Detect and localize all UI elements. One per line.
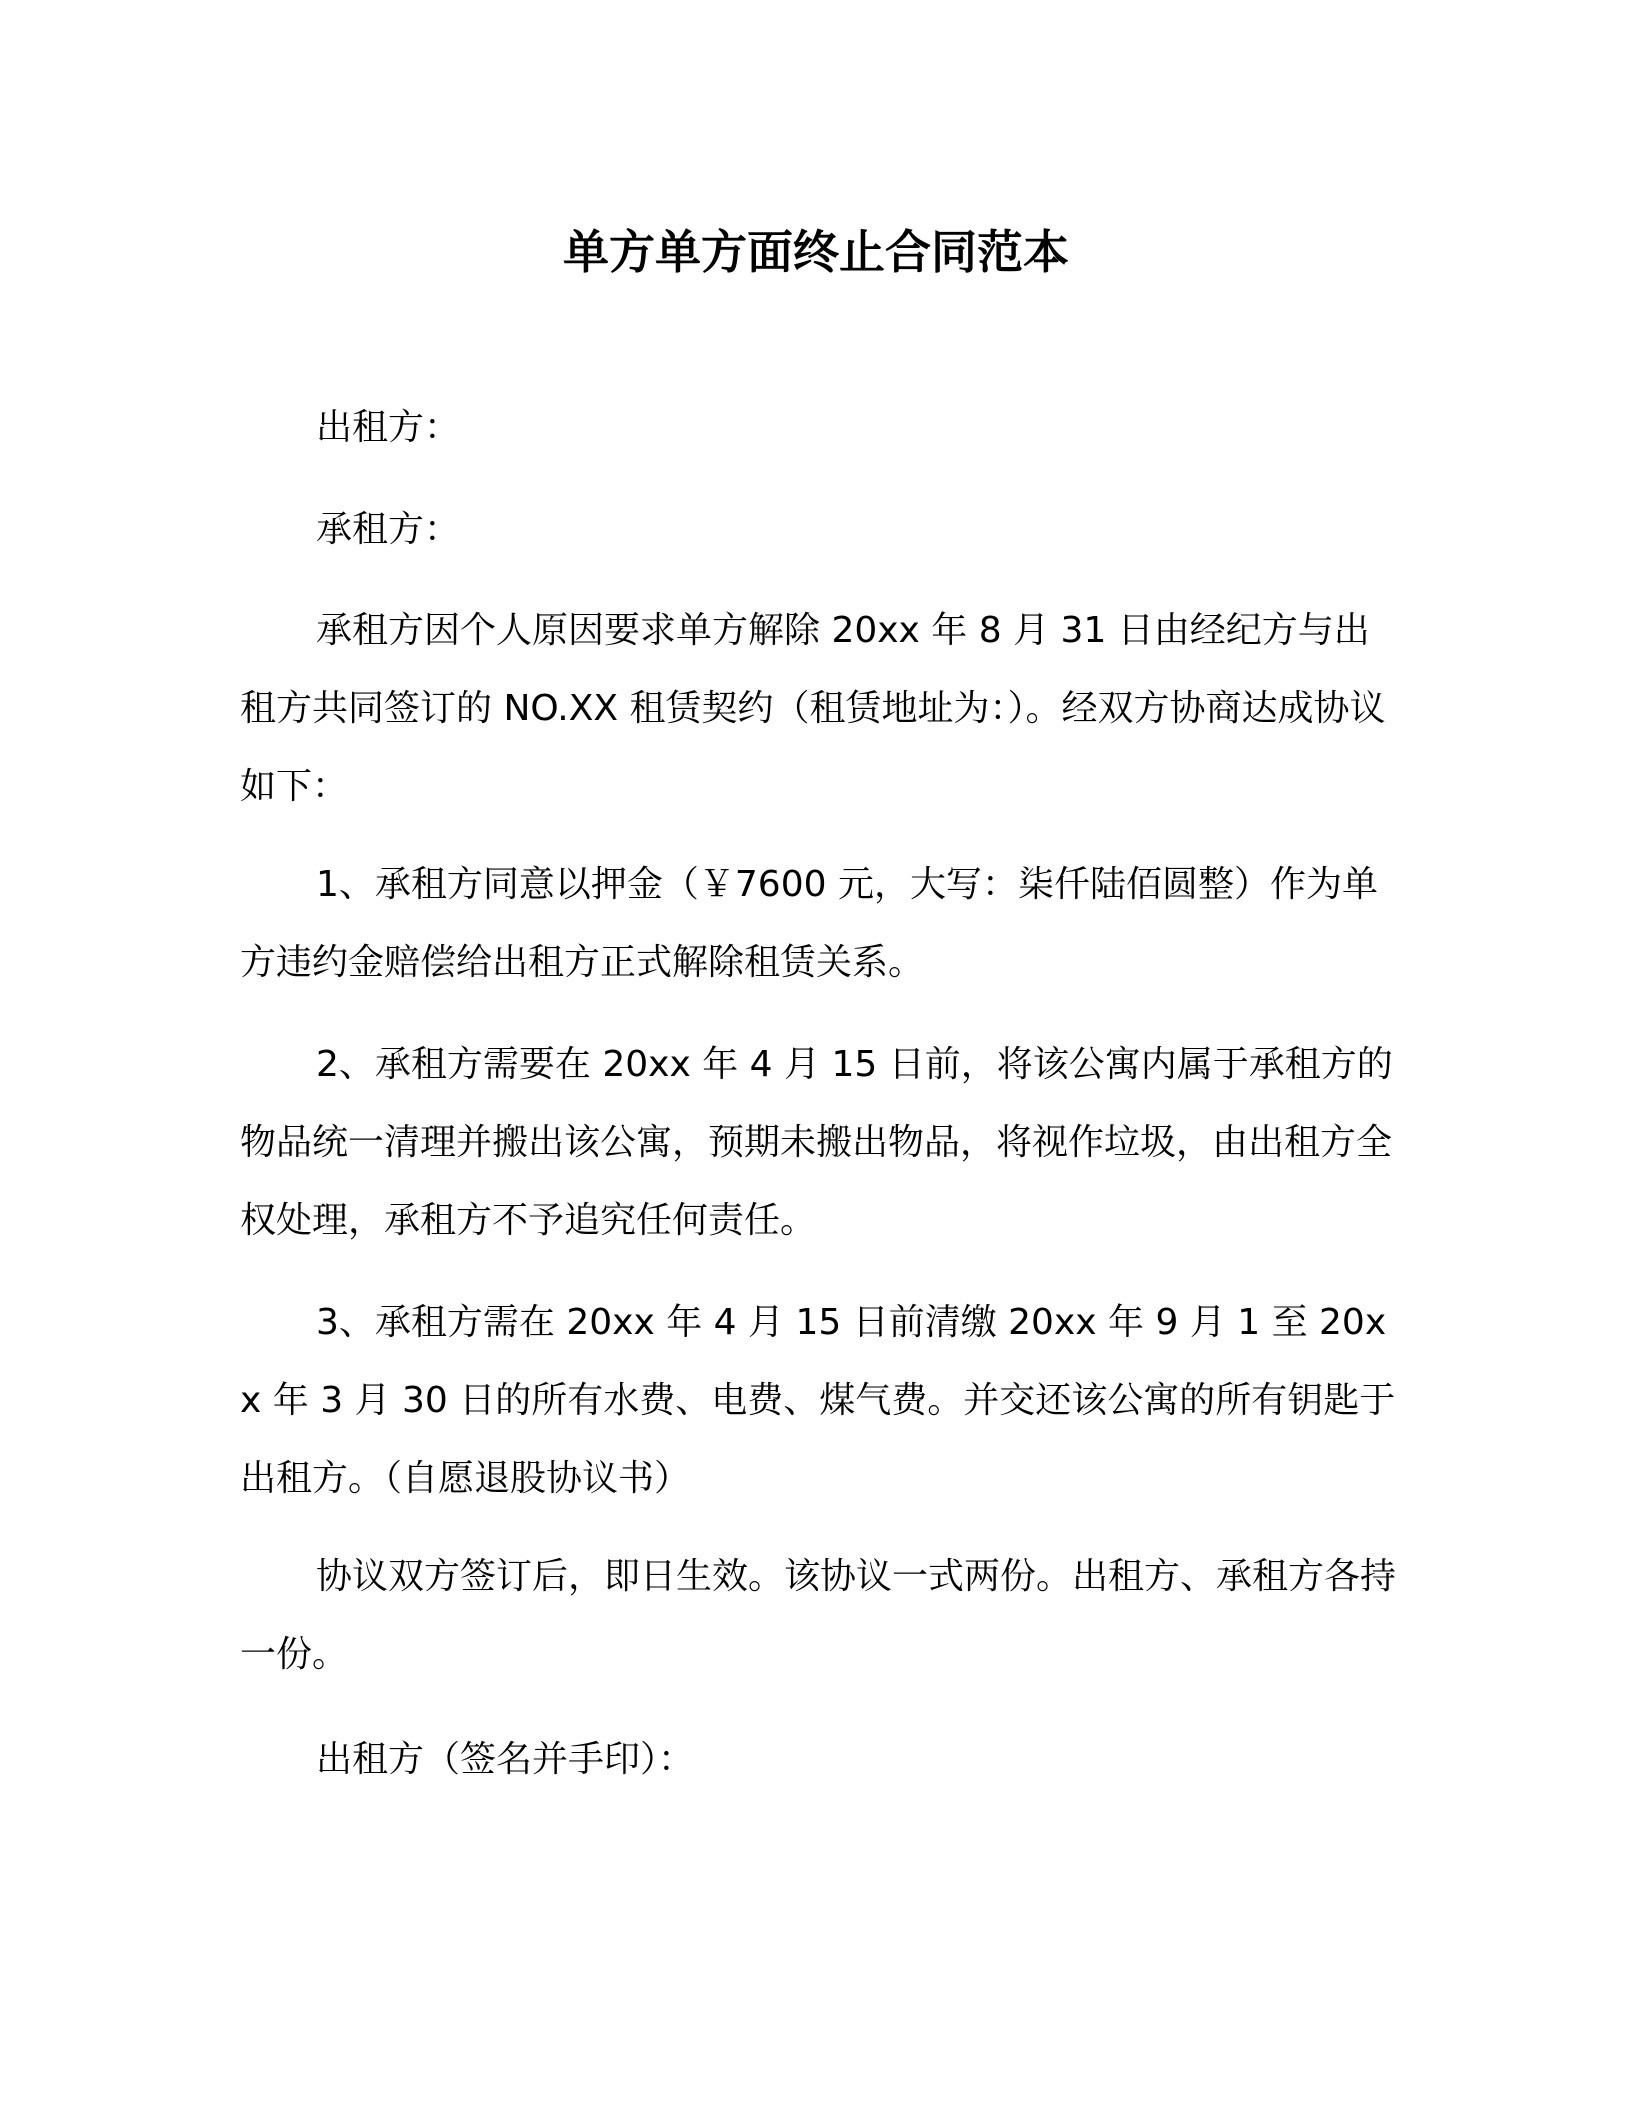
lessor-label: 出租方： [316, 407, 461, 448]
clause-2: 2、承租方需要在 20xx 年 4 月 15 日前，将该公寓内属于承租方的物品统一清理并搬出该公寓，预期未搬出物品，将视作垃圾，由出租方全权处理，承租方不予追究任何责任。 [240, 1044, 1393, 1241]
intro-paragraph: 承租方因个人原因要求单方解除 20xx 年 8 月 31 日由经纪方与出租方共同签订的 NO.XX 租赁契约（租赁地址为：）。经双方协商达成协议如下： [240, 610, 1386, 807]
lessor-signature-label: 出租方（签名并手印）： [316, 1739, 695, 1780]
clause-3: 3、承租方需在 20xx 年 4 月 15 日前清缴 20xx 年 9 月 1 至 20xx 年 3 月 30 日的所有水费、电费、煤气费。并交还该公寓的所有钥匙于出租方。（自愿退股协议书） [240, 1302, 1396, 1499]
effect-paragraph: 协议双方签订后，即日生效。该协议一式两份。出租方、承租方各持一份。 [240, 1556, 1397, 1675]
document-title: 单方单方面终止合同范本 [563, 225, 1069, 279]
clause-1: 1、承租方同意以押金（￥7600 元，大写：柒仟陆佰圆整）作为单方违约金赔偿给出租方正式解除租赁关系。 [240, 864, 1378, 983]
lessee-label: 承租方： [316, 509, 461, 550]
